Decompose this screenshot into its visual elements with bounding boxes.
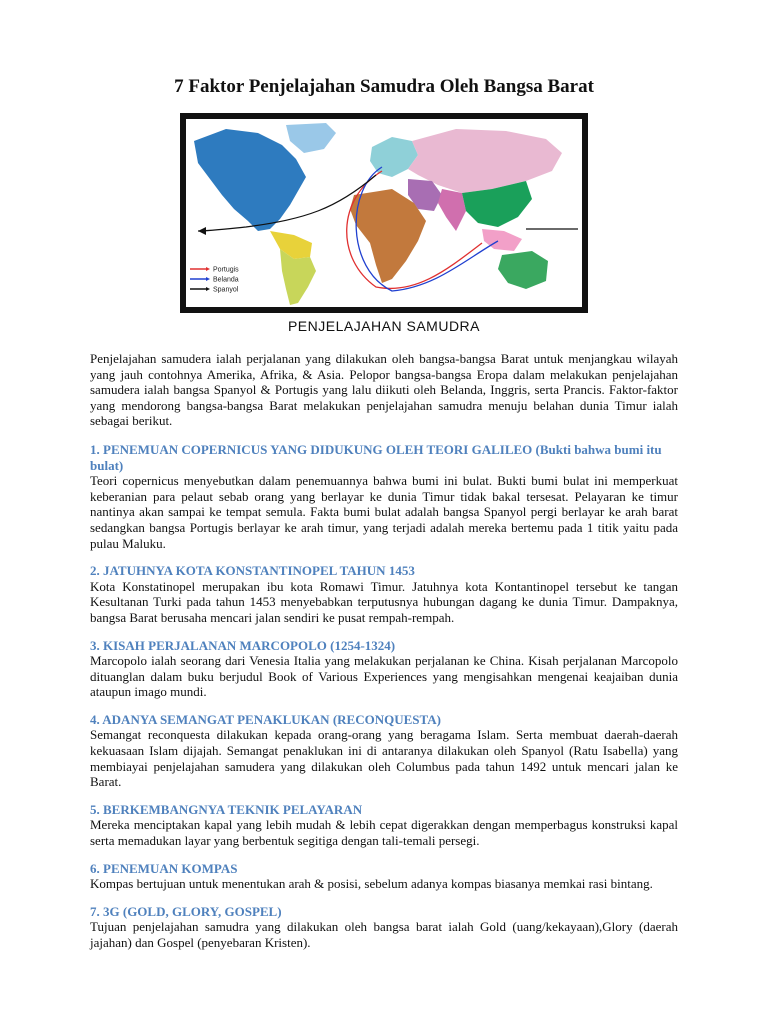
section-heading: 5. BERKEMBANGNYA TEKNIK PELAYARAN — [90, 801, 363, 817]
section-3 — [90, 638, 678, 700]
section-7 — [90, 904, 678, 951]
section-heading: 2. JATUHNYA KOTA KONSTANTINOPEL TAHUN 1453 — [90, 563, 415, 579]
section-body: Tujuan penjelajahan samudra yang dilakukan oleh bangsa barat ialah Gold (uang/kekayaan),Glory (daerah jajahan) dan Gospel (penyebaran Kristen). — [90, 919, 678, 950]
section-heading: 1. PENEMUAN COPERNICUS YANG DIDUKUNG OLEH TEORI GALILEO (Bukti bahwa bumi itu bulat) — [90, 441, 662, 473]
legend-label-spanyol: Spanyol — [213, 286, 239, 294]
section-4 — [90, 712, 678, 790]
section-heading: 3. KISAH PERJALANAN MARCOPOLO (1254-1324) — [90, 637, 396, 653]
section-body: Teori copernicus menyebutkan dalam penemuannya bahwa bumi ini bulat. Bukti bumi bulat ini memperkuat keberanian para pelaut sebab orang yang berlayar ke dunia Timur tidak bakal tersesat. Pelayaran ke timur nantinya akan sampai ke tempat semula. Fakta bumi bulat adalah bangsa Spanyol pergi berlayar ke arah barat sedangkan bangsa Portugis berlayar ke arah timur, yang terjadi adalah mereka bertemu pada 1 titik yaitu pada pulau Maluku. — [90, 473, 678, 551]
section-6 — [90, 861, 678, 892]
section-body: Mereka menciptakan kapal yang lebih mudah & lebih cepat digerakkan dengan memperbagus konstruksi kapal serta memadukan layar yang berbentuk segitiga dengan tali-temali persegi. — [90, 817, 678, 849]
section-body: Marcopolo ialah seorang dari Venesia Italia yang melakukan perjalanan ke China. Kisah perjalanan Marcopolo dituanglan dalam buku berjudul Book of Various Experiences yang mengisahkan mengenai keajaiban dunia ataupun imago mundi. — [90, 653, 678, 700]
legend-label-belanda: Belanda — [213, 276, 239, 284]
section-heading: 6. PENEMUAN KOMPAS — [90, 860, 238, 876]
article-body — [90, 351, 678, 963]
section-body: Kompas bertujuan untuk menentukan arah & posisi, sebelum adanya kompas biasanya memkai rasi bintang. — [90, 876, 653, 892]
map-figure — [180, 113, 588, 334]
world-map-image — [180, 113, 588, 313]
figure-caption: PENJELAJAHAN SAMUDRA — [287, 318, 481, 334]
legend-label-portugis: Portugis — [213, 266, 239, 274]
page-title: 7 Faktor Penjelajahan Samudra Oleh Bangsa Barat — [174, 76, 594, 97]
world-map-graphic — [186, 119, 582, 307]
section-1 — [90, 442, 678, 551]
section-body: Kota Konstatinopel merupakan ibu kota Romawi Timur. Jatuhnya kota Kontantinopel tersebut ke tangan Kesultanan Turki pada tahun 1453 menyebabkan terputusnya hubungan dagang ke dunia Timur. Dampaknya, bangsa Barat berusaha mencari jalan sendiri ke pusat rempah-rempah. — [90, 578, 678, 625]
intro-paragraph: Penjelajahan samudera ialah perjalanan yang dilakukan oleh bangsa-bangsa Barat untuk menjangkau wilayah yang jauh contohnya Amerika, Afrika, & Asia. Pelopor bangsa-bangsa Eropa dalam melakukan penjelajahan samudera ialah bangsa Spanyol & Portugis yang lalu diikuti oleh Belanda, Inggris, serta Prancis. Faktor-faktor yang mendorong bangsa-bangsa Barat melakukan penjelajahan samudra menuju belahan dunia Timur ialah sebagai berikut. — [90, 351, 678, 429]
section-2 — [90, 563, 678, 625]
section-body: Semangat reconquesta dilakukan kepada orang-orang yang beragama Islam. Serta membuat daerah-daerah kekuasaan Islam dijajah. Semangat penaklukan ini di antaranya dilakukan oleh Spanyol (Ratu Isabella) yang membiayai penjelajahan samudera yang dilakukan oleh Columbus pada tahun 1492 untuk mencari jalan ke Barat. — [90, 727, 678, 790]
section-heading: 4. ADANYA SEMANGAT PENAKLUKAN (RECONQUESTA) — [90, 711, 441, 727]
section-5 — [90, 802, 678, 849]
section-heading: 7. 3G (GOLD, GLORY, GOSPEL) — [90, 903, 282, 919]
